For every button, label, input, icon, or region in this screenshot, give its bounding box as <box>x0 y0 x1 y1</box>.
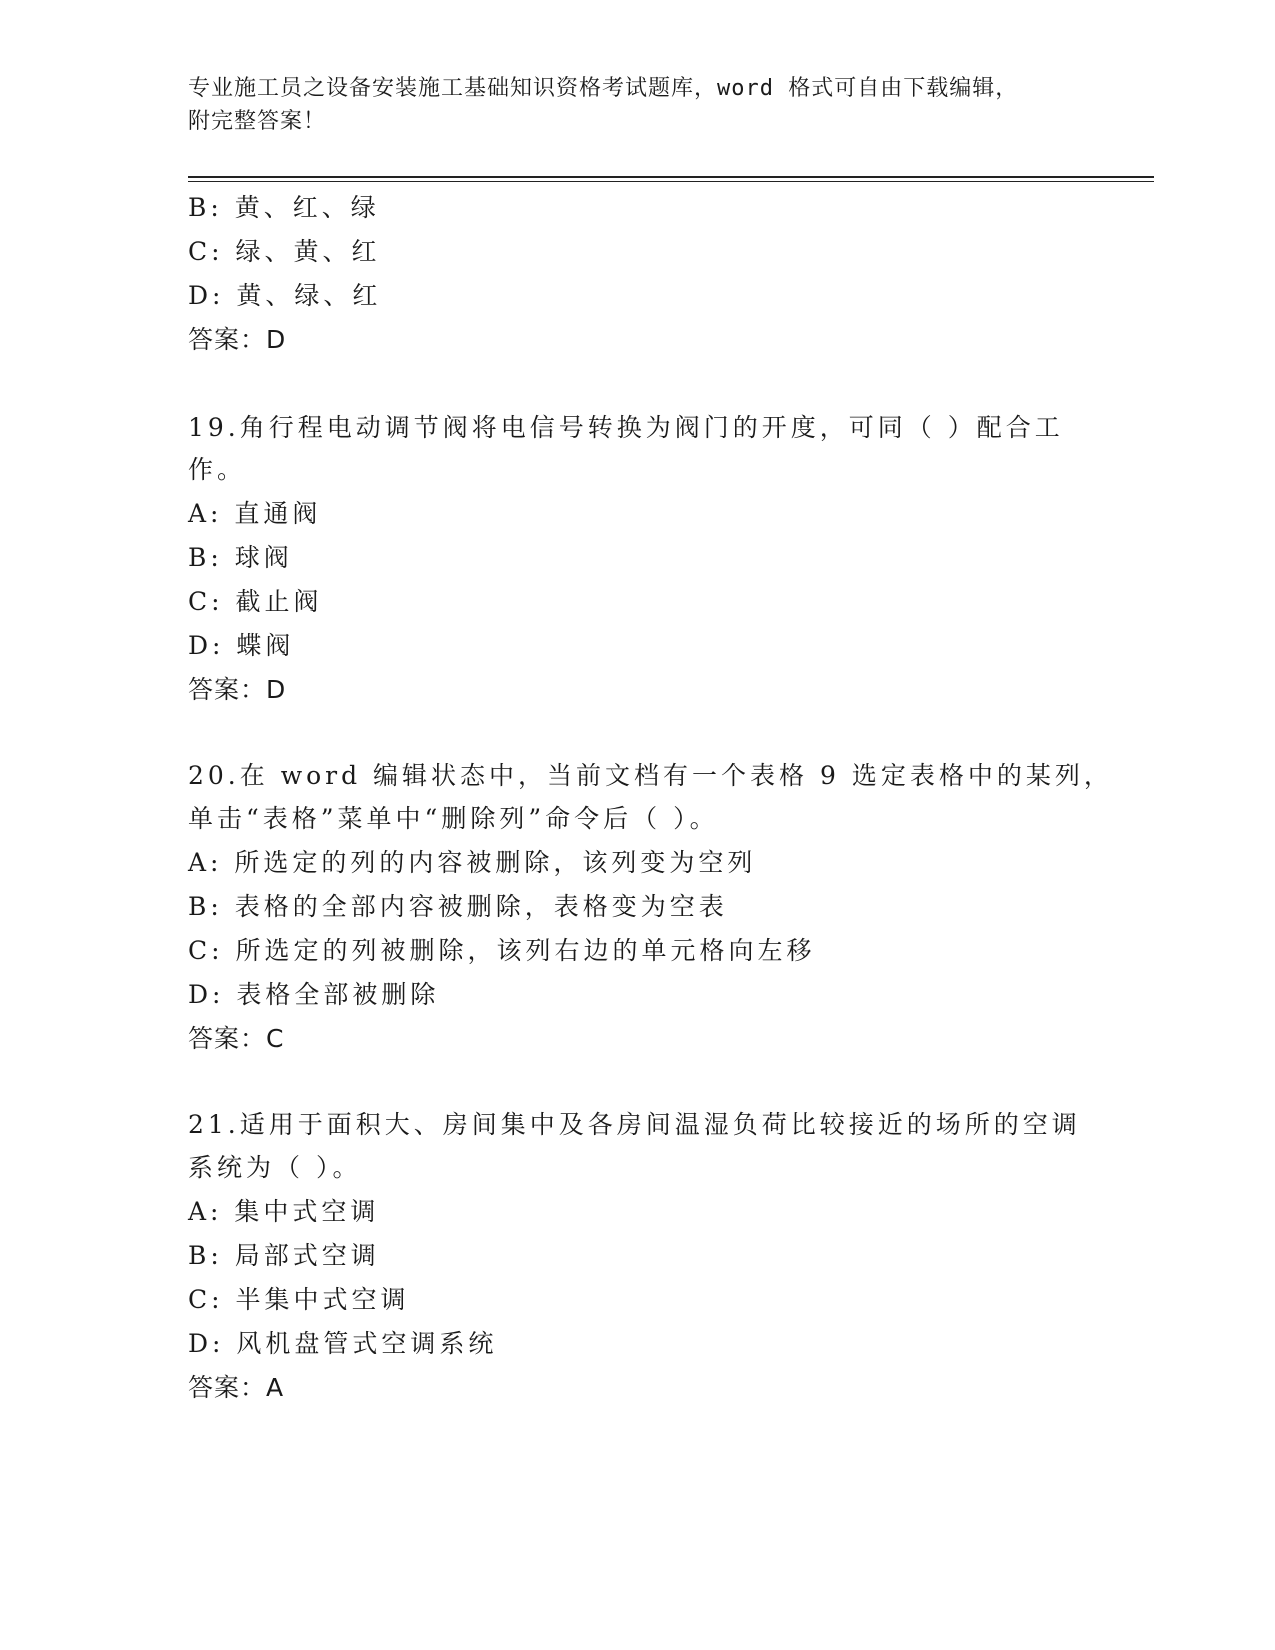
document-header <box>188 72 1068 138</box>
q18-option-b: B: 黄、红、绿 <box>188 193 380 222</box>
header-rule-thick <box>188 176 1154 178</box>
q20-stem-line-2: 单击“表格”菜单中“删除列”命令后（ ）。 <box>188 804 719 833</box>
q19-answer: 答案：D <box>188 675 287 704</box>
q18-option-d: D: 黄、绿、红 <box>188 281 382 310</box>
q21-option-b: B: 局部式空调 <box>188 1241 380 1270</box>
q20-stem-line-1: 20.在 word 编辑状态中，当前文档有一个表格 9 选定表格中的某列， <box>188 761 1113 790</box>
q21-answer: 答案：A <box>188 1373 285 1402</box>
q20-option-d: D: 表格全部被删除 <box>188 980 440 1009</box>
q20-answer: 答案：C <box>188 1024 285 1053</box>
q19-stem-line-1: 19.角行程电动调节阀将电信号转换为阀门的开度，可同（ ）配合工 <box>188 413 1064 442</box>
q18-answer: 答案：D <box>188 325 287 354</box>
q21-option-a: A: 集中式空调 <box>188 1197 380 1226</box>
q19-option-d: D: 蝶阀 <box>188 631 295 660</box>
q18-option-c: C: 绿、黄、红 <box>188 237 381 266</box>
header-line-2: 附完整答案！ <box>188 109 327 134</box>
q19-option-b: B: 球阀 <box>188 543 293 572</box>
q19-stem-line-2: 作。 <box>188 455 247 484</box>
q20-option-b: B: 表格的全部内容被删除，表格变为空表 <box>188 892 728 921</box>
q20-option-c: C: 所选定的列被删除，该列右边的单元格向左移 <box>188 936 816 965</box>
q19-option-c: C: 截止阀 <box>188 587 323 616</box>
q21-stem-line-2: 系统为（ ）。 <box>188 1153 362 1182</box>
q21-stem-line-1: 21.适用于面积大、房间集中及各房间温湿负荷比较接近的场所的空调 <box>188 1110 1081 1139</box>
q21-option-d: D: 风机盘管式空调系统 <box>188 1329 498 1358</box>
q21-option-c: C: 半集中式空调 <box>188 1285 410 1314</box>
q19-option-a: A: 直通阀 <box>188 499 322 528</box>
q20-option-a: A: 所选定的列的内容被删除，该列变为空列 <box>188 848 757 877</box>
header-line-1: 专业施工员之设备安装施工基础知识资格考试题库，word 格式可自由下载编辑， <box>188 76 1019 101</box>
header-rule-thin <box>188 181 1154 182</box>
